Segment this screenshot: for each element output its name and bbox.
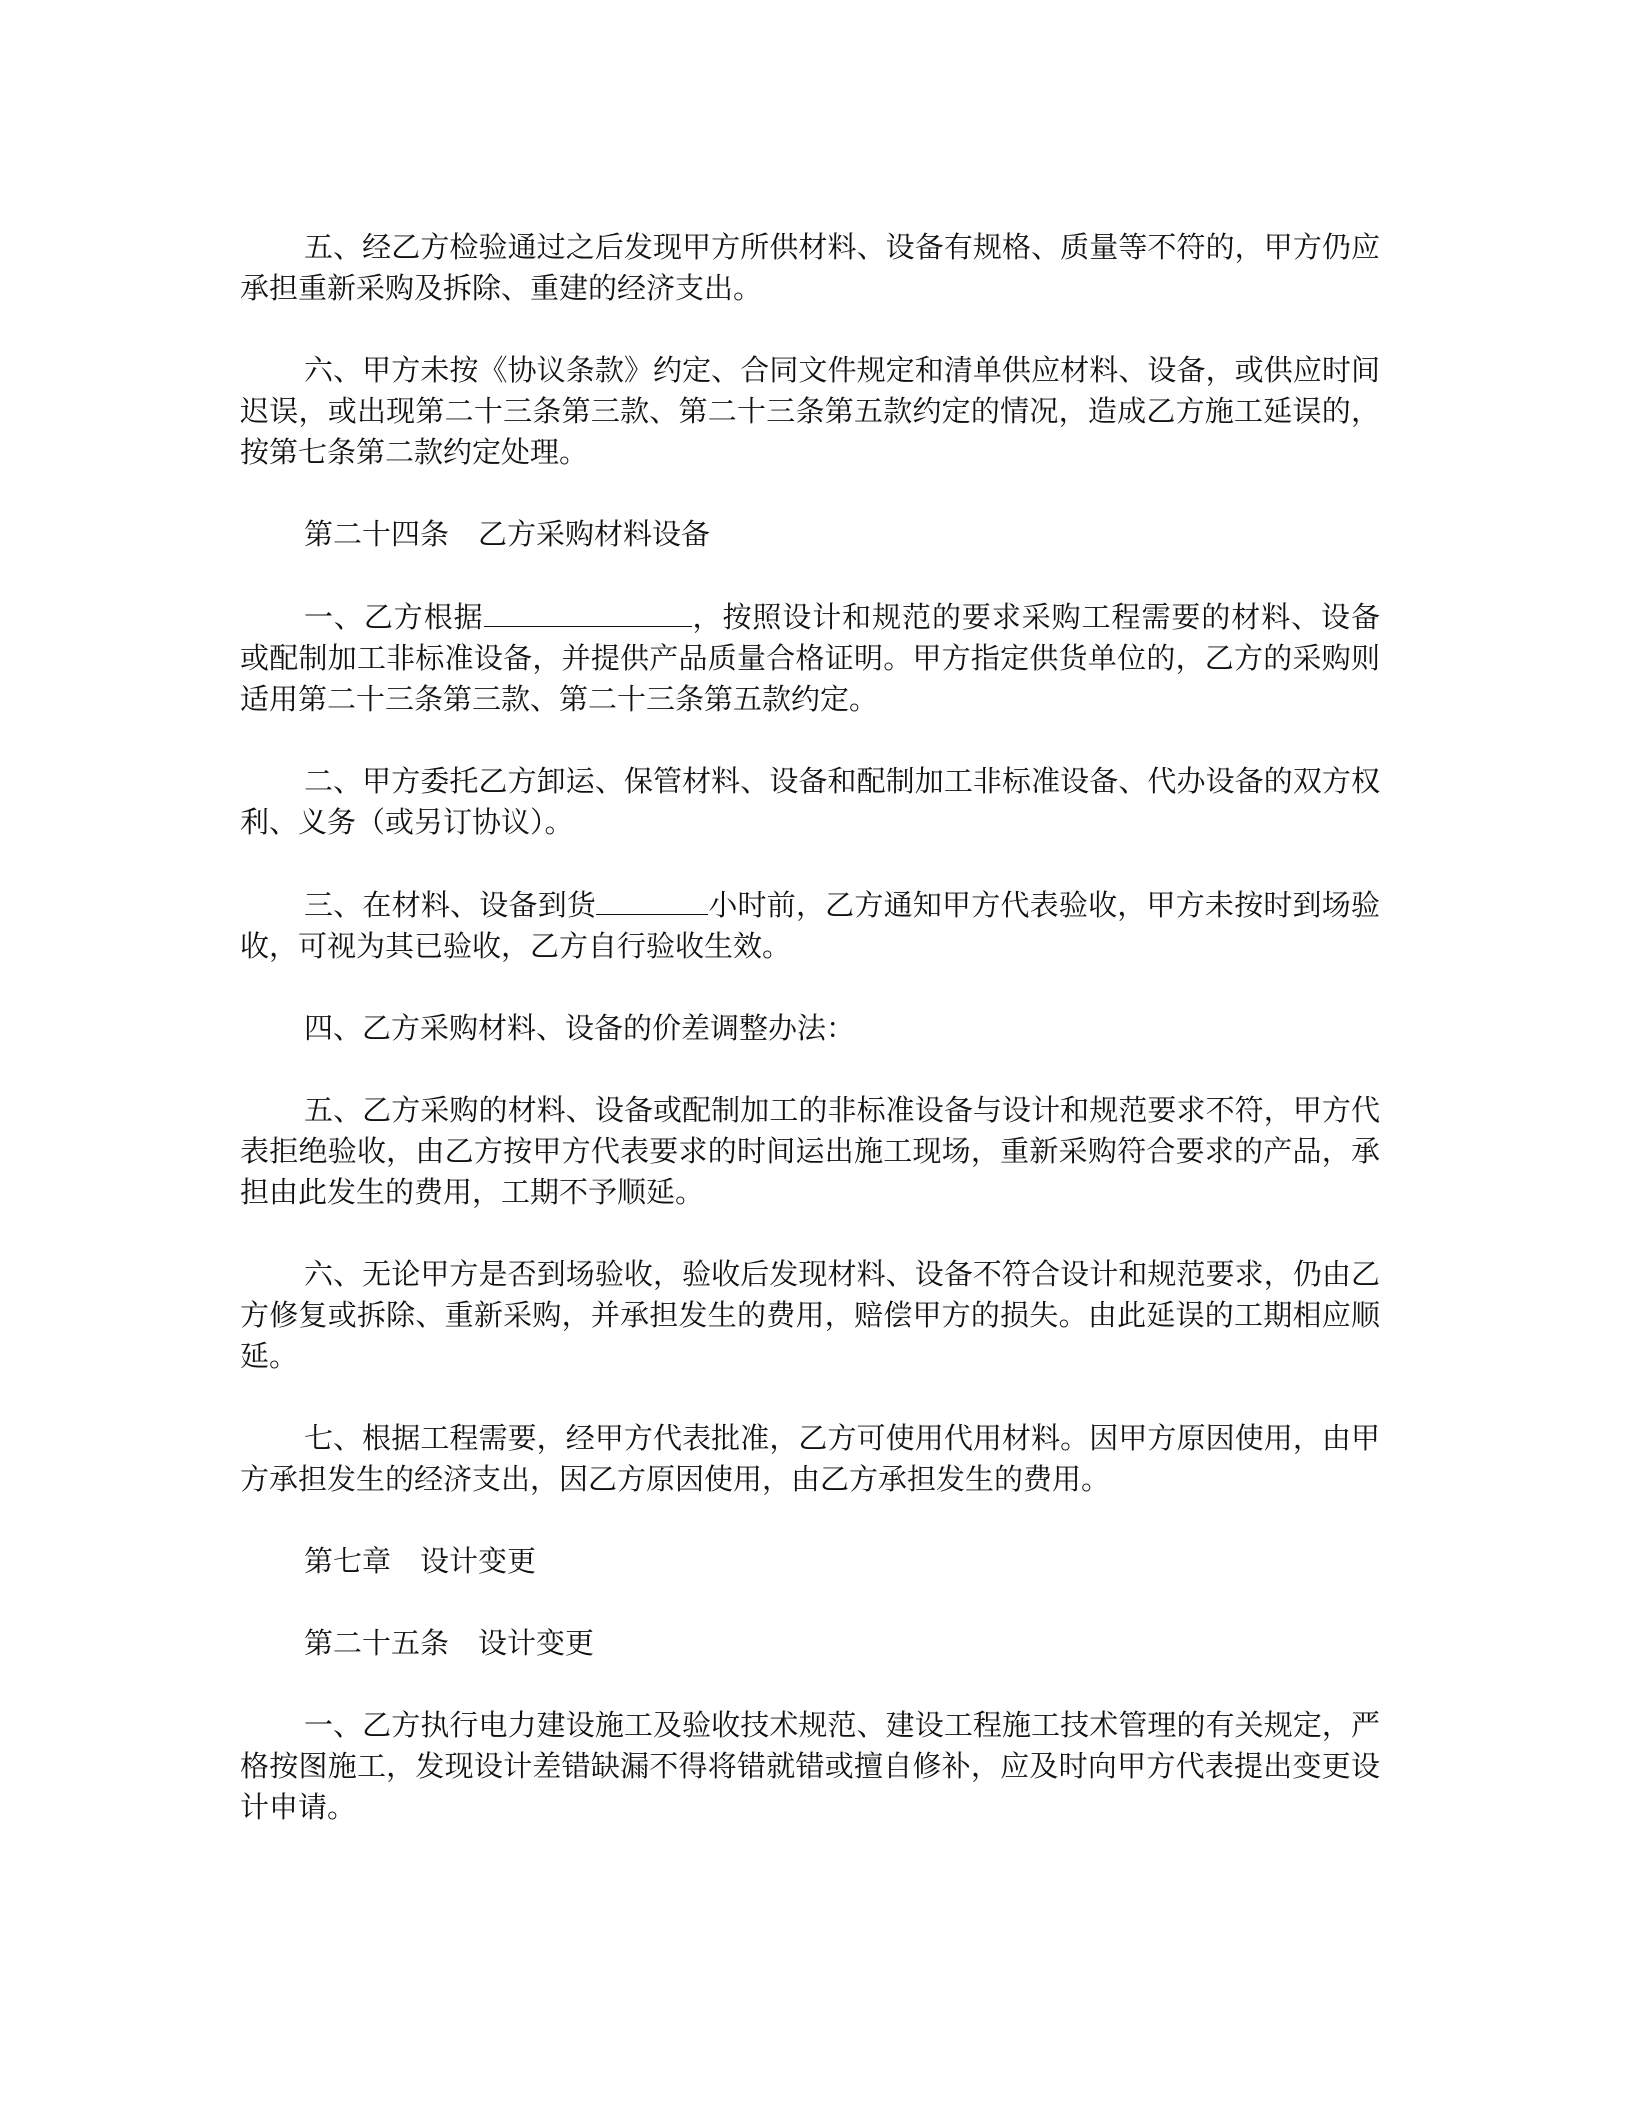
chapter-7-heading: 第七章 设计变更 bbox=[304, 1544, 537, 1578]
paragraph-article24-item3 bbox=[240, 884, 1380, 967]
paragraph-text-start: 三、在材料、设备到货 bbox=[304, 888, 597, 922]
document-page bbox=[240, 227, 1380, 1869]
article-24-heading: 第二十四条 乙方采购材料设备 bbox=[304, 517, 711, 551]
paragraph-text-end: 小时前，乙方通知甲方代表验收，甲方未按时到场验收，可视为其已验收，乙方自行验收生效。 bbox=[240, 888, 1380, 963]
paragraph-article24-item1 bbox=[240, 596, 1380, 720]
paragraph-article24-item7: 七、根据工程需要，经甲方代表批准，乙方可使用代用材料。因甲方原因使用，由甲方承担发生的经济支出，因乙方原因使用，由乙方承担发生的费用。 bbox=[240, 1421, 1380, 1496]
paragraph-article24-item4: 四、乙方采购材料、设备的价差调整办法： bbox=[304, 1011, 856, 1045]
paragraph-article25-item1: 一、乙方执行电力建设施工及验收技术规范、建设工程施工技术管理的有关规定，严格按图施工，发现设计差错缺漏不得将错就错或擅自修补，应及时向甲方代表提出变更设计申请。 bbox=[240, 1708, 1380, 1824]
paragraph-article23-item5: 五、经乙方检验通过之后发现甲方所供材料、设备有规格、质量等不符的，甲方仍应承担重新采购及拆除、重建的经济支出。 bbox=[240, 230, 1380, 305]
paragraph-article23-item6: 六、甲方未按《协议条款》约定、合同文件规定和清单供应材料、设备，或供应时间迟误，或出现第二十三条第三款、第二十三条第五款约定的情况，造成乙方施工延误的，按第七条第二款约定处理。 bbox=[240, 353, 1380, 469]
paragraph-article24-item6: 六、无论甲方是否到场验收，验收后发现材料、设备不符合设计和规范要求，仍由乙方修复或拆除、重新采购，并承担发生的费用，赔偿甲方的损失。由此延误的工期相应顺延。 bbox=[240, 1257, 1380, 1373]
fill-in-blank[interactable] bbox=[596, 884, 708, 915]
paragraph-text-end: ，按照设计和规范的要求采购工程需要的材料、设备或配制加工非标准设备，并提供产品质量合格证明。甲方指定供货单位的，乙方的采购则适用第二十三条第三款、第二十三条第五款约定。 bbox=[240, 600, 1380, 716]
paragraph-article24-item2: 二、甲方委托乙方卸运、保管材料、设备和配制加工非标准设备、代办设备的双方权利、义务（或另订协议）。 bbox=[240, 764, 1380, 839]
fill-in-blank[interactable] bbox=[484, 596, 692, 627]
paragraph-text-start: 一、乙方根据 bbox=[304, 600, 484, 634]
article-25-heading: 第二十五条 设计变更 bbox=[304, 1626, 595, 1660]
paragraph-article24-item5: 五、乙方采购的材料、设备或配制加工的非标准设备与设计和规范要求不符，甲方代表拒绝验收，由乙方按甲方代表要求的时间运出施工现场，重新采购符合要求的产品，承担由此发生的费用，工期不予顺延。 bbox=[240, 1093, 1380, 1209]
